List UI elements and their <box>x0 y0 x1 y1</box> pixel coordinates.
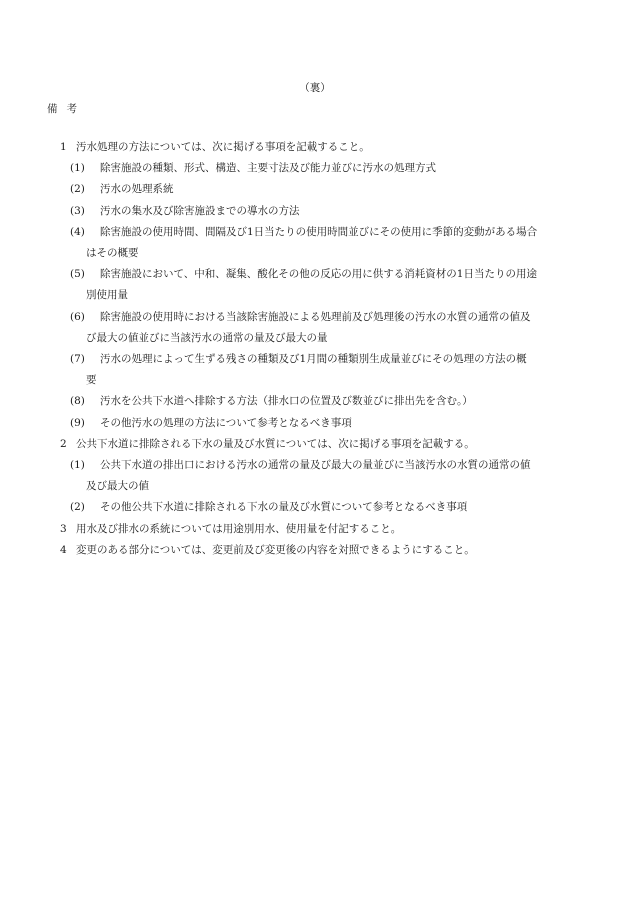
item-number: (8) <box>70 395 85 408</box>
item-number: (1) <box>70 459 85 472</box>
item-text-line: 要 <box>86 374 97 387</box>
item-text-line: 別使用量 <box>86 289 128 302</box>
item-number: (2) <box>70 183 85 196</box>
page-side-label: （裏） <box>299 82 331 94</box>
item-text-line: 汚水を公共下水道へ排除する方法（排水口の位置及び数並びに排出先を含む。） <box>100 395 473 408</box>
remark-subitem <box>0 201 630 222</box>
item-number: (4) <box>70 225 85 238</box>
item-number: 2 <box>60 437 67 450</box>
item-text-line: その他公共下水道に排除される下水の量及び水質について参考となるべき事項 <box>100 501 468 514</box>
item-text-line: 汚水の集水及び除害施設までの導水の方法 <box>100 204 300 217</box>
item-text-line: 及び最大の値 <box>86 480 149 493</box>
item-text-line: 除害施設において、中和、凝集、酸化その他の反応の用に供する消耗資材の1日当たりの用途 <box>100 268 537 281</box>
remark-item <box>0 540 630 561</box>
remark-subitem <box>0 158 630 179</box>
remark-item <box>0 137 630 158</box>
remarks-heading: 備考 <box>47 103 86 115</box>
remarks-list <box>0 137 630 561</box>
item-text-line: はその概要 <box>86 247 139 260</box>
item-text-line: 汚水の処理によって生ずる残さの種類及び1月間の種類別生成量並びにその処理の方法の概 <box>100 353 527 366</box>
remark-subitem <box>0 307 630 349</box>
item-number: (7) <box>70 353 85 366</box>
item-number: 1 <box>60 141 67 153</box>
remark-subitem <box>0 455 630 497</box>
remark-subitem <box>0 391 630 412</box>
item-text-line: 汚水の処理系統 <box>100 183 174 196</box>
item-text-line: 用水及び排水の系統については用途別用水、使用量を付記すること。 <box>76 522 402 535</box>
remark-subitem <box>0 264 630 306</box>
item-number: (1) <box>70 162 85 175</box>
item-number: (6) <box>70 310 85 323</box>
item-number: 4 <box>60 543 67 556</box>
item-text-line: 変更のある部分については、変更前及び変更後の内容を対照できるようにすること。 <box>76 543 475 556</box>
item-number: (5) <box>70 268 85 281</box>
remark-subitem <box>0 497 630 518</box>
remark-subitem <box>0 349 630 391</box>
item-number: (2) <box>70 501 85 514</box>
remark-subitem <box>0 179 630 200</box>
item-text-line: 公共下水道に排除される下水の量及び水質については、次に掲げる事項を記載する。 <box>76 437 475 450</box>
item-text-line: 除害施設の種類、形式、構造、主要寸法及び能力並びに汚水の処理方式 <box>100 162 436 175</box>
item-number: (3) <box>70 204 85 217</box>
remark-subitem <box>0 222 630 264</box>
item-number: 3 <box>60 522 67 535</box>
remark-subitem <box>0 413 630 434</box>
item-text-line: 汚水処理の方法については、次に掲げる事項を記載すること。 <box>76 141 370 153</box>
remark-item <box>0 434 630 455</box>
item-number: (9) <box>70 416 85 429</box>
remark-item <box>0 519 630 540</box>
item-text-line: び最大の値並びに当該汚水の通常の量及び最大の量 <box>86 331 328 344</box>
item-text-line: 除害施設の使用時における当該除害施設による処理前及び処理後の汚水の水質の通常の値及 <box>100 310 531 323</box>
item-text-line: 除害施設の使用時間、間隔及び1日当たりの使用時間並びにその使用に季節的変動がある場合 <box>100 225 538 238</box>
item-text-line: その他汚水の処理の方法について参考となるべき事項 <box>100 416 352 429</box>
item-text-line: 公共下水道の排出口における汚水の通常の量及び最大の量並びに当該汚水の水質の通常の値 <box>100 459 531 472</box>
